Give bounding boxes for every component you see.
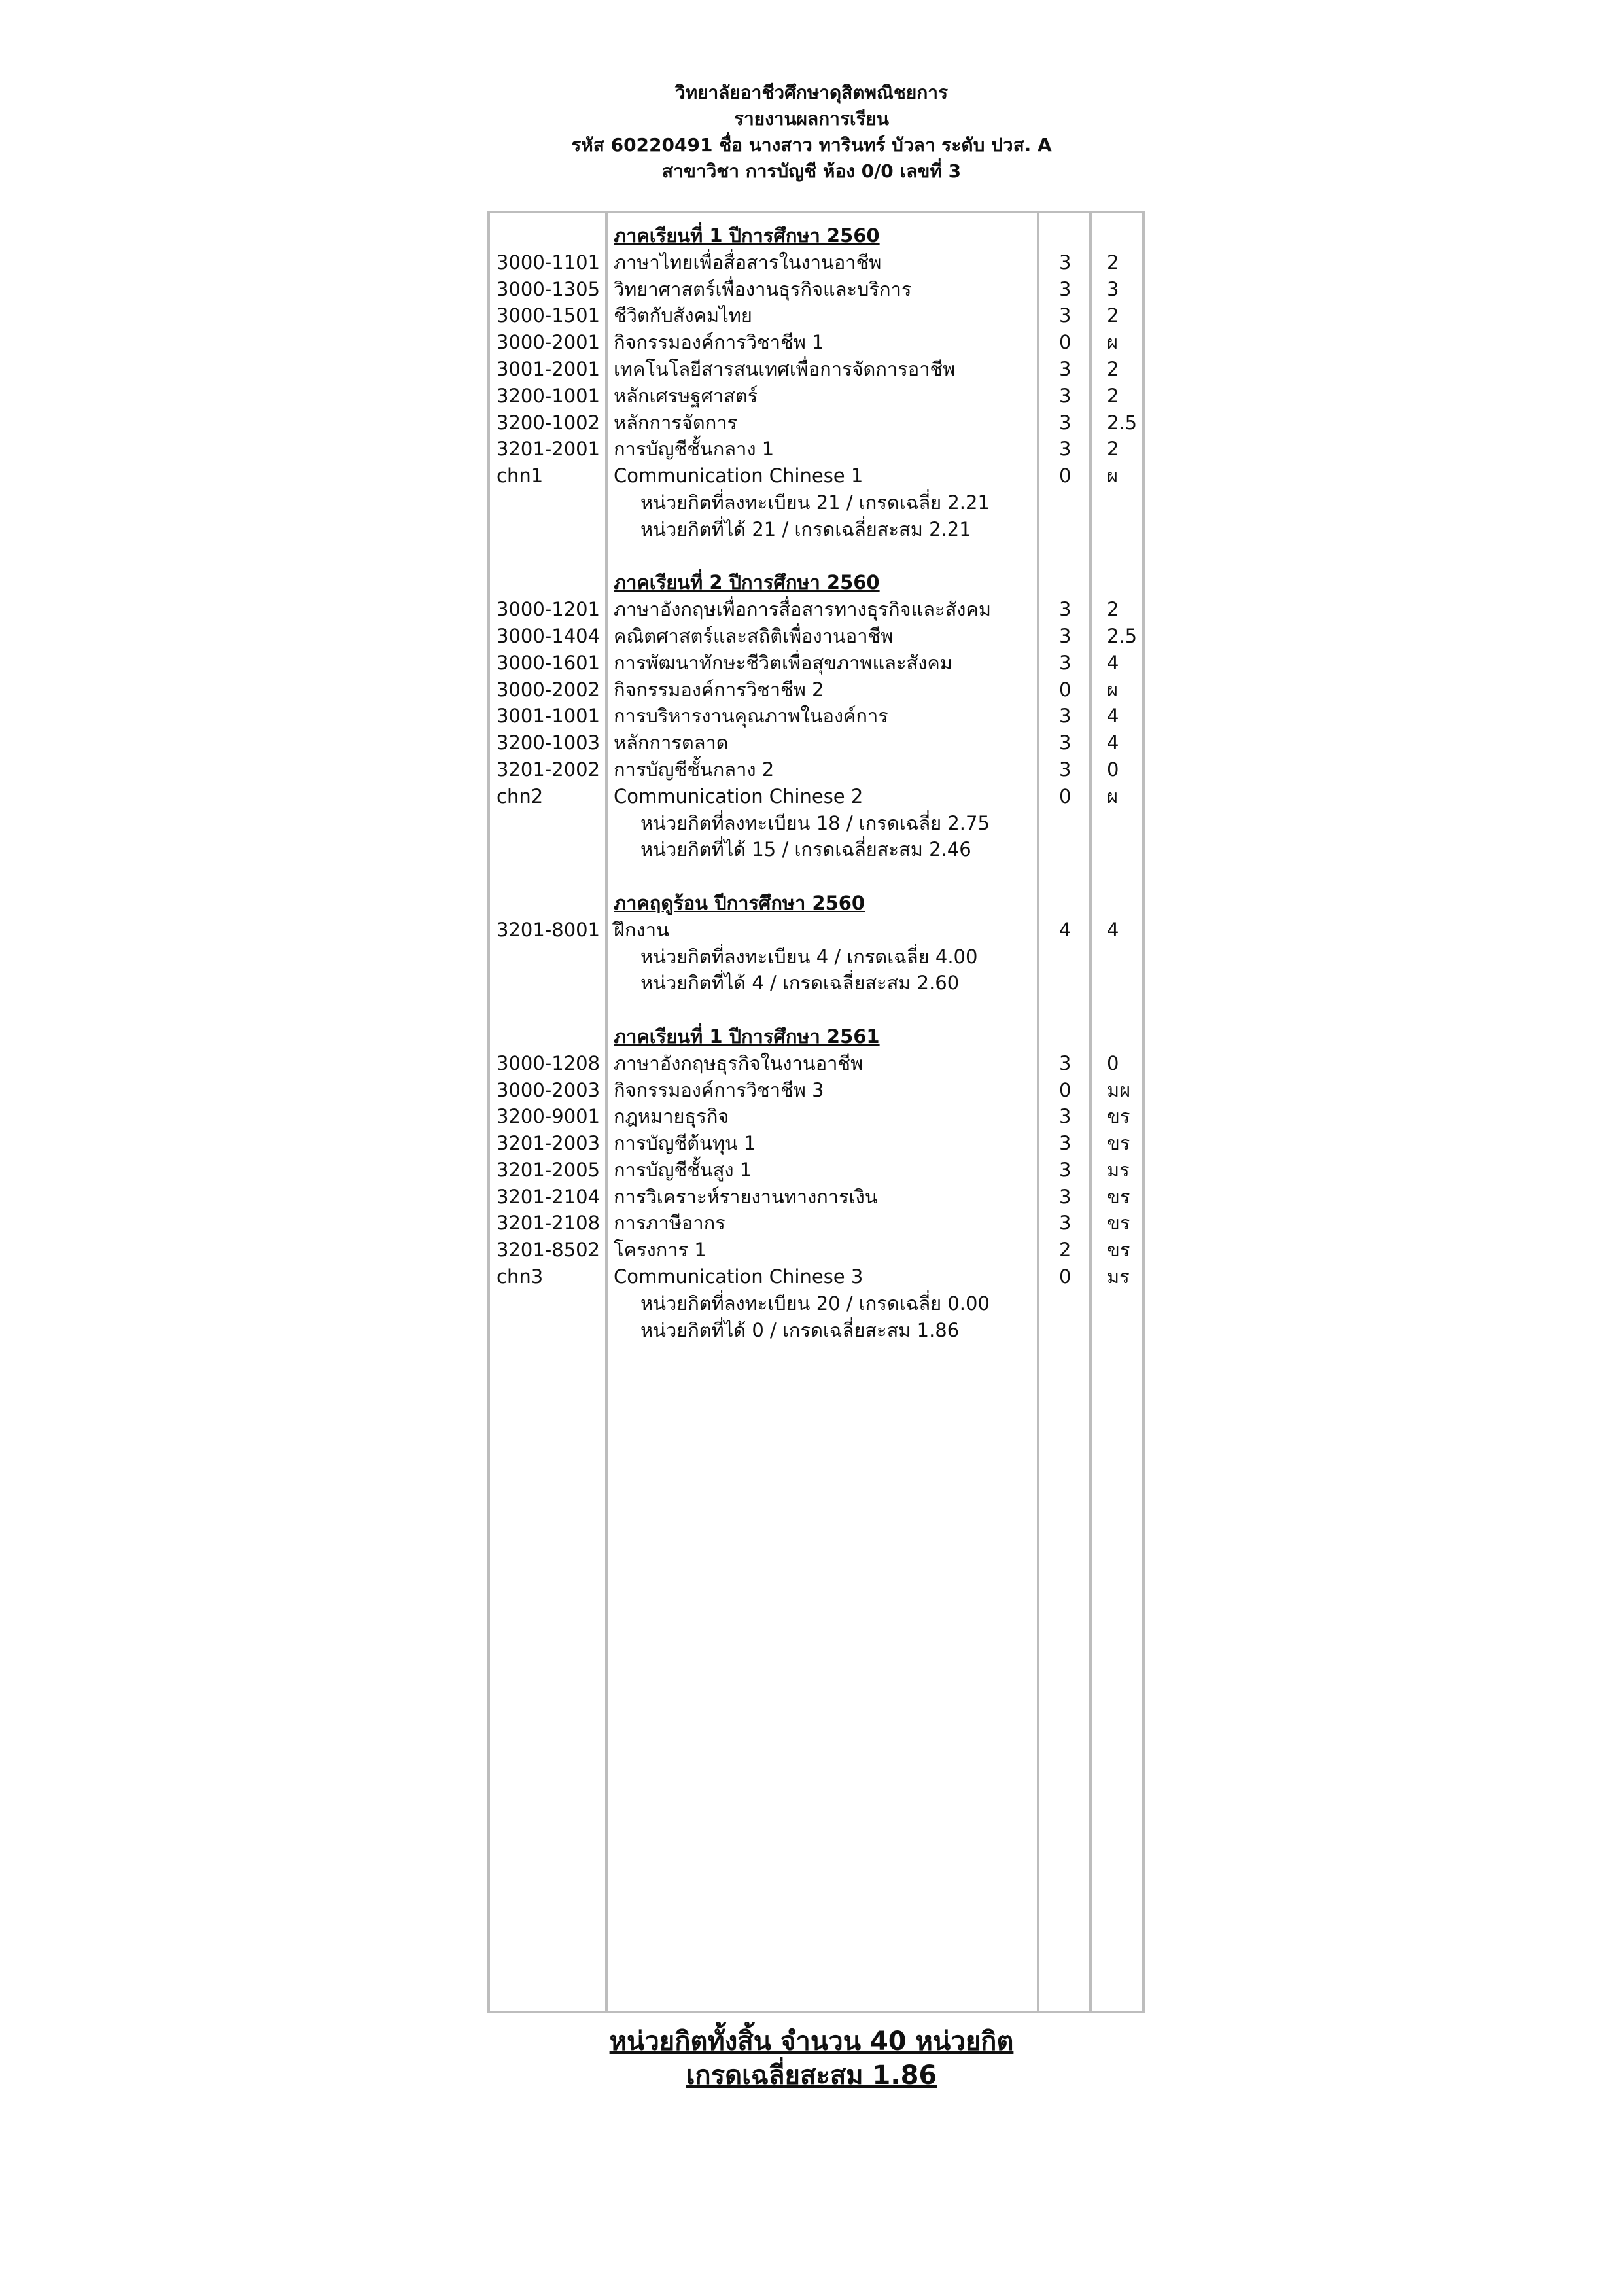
course-name: วิทยาศาสตร์เพื่องานธุรกิจและบริการ: [614, 277, 912, 300]
course-grade: ผ: [1107, 678, 1118, 701]
course-name: โครงการ 1: [614, 1239, 707, 1262]
spacer-row: [490, 997, 1147, 1023]
course-credit: 3: [1059, 1212, 1072, 1235]
course-credit: 3: [1059, 1051, 1072, 1074]
course-name: หลักการตลาด: [614, 732, 729, 754]
course-name: การภาษีอากร: [614, 1212, 725, 1235]
course-code: 3201-2005: [497, 1158, 601, 1181]
term-summary-earned: หน่วยกิตที่ได้ 15 / เกรดเฉลี่ยสะสม 2.46: [640, 838, 971, 861]
course-row: [490, 1077, 1147, 1104]
term-summary-row: [490, 944, 1147, 970]
term-title-row: [490, 890, 1147, 917]
course-row: [490, 410, 1147, 436]
term-title: ภาคเรียนที่ 1 ปีการศึกษา 2560: [614, 224, 880, 247]
course-code: 3201-2001: [497, 438, 601, 461]
course-credit: 3: [1059, 651, 1072, 674]
term-title: ภาคฤดูร้อน ปีการศึกษา 2560: [614, 891, 865, 914]
course-row: [490, 1210, 1147, 1237]
course-name: เทคโนโลยีสารสนเทศเพื่อการจัดการอาชีพ: [614, 357, 956, 380]
course-credit: 3: [1059, 598, 1072, 621]
course-code: 3200-9001: [497, 1105, 601, 1128]
course-credit: 3: [1059, 732, 1072, 754]
course-grade: 2: [1107, 384, 1119, 407]
term-title-row: [490, 1023, 1147, 1050]
course-credit: 2: [1059, 1239, 1072, 1262]
course-name: ชีวิตกับสังคมไทย: [614, 304, 752, 327]
course-code: 3201-2002: [497, 758, 601, 781]
course-code: 3001-2001: [497, 357, 601, 380]
term-title-row: [490, 222, 1147, 249]
term-summary-row: [490, 489, 1147, 516]
course-grade: 4: [1107, 705, 1119, 728]
course-code: chn3: [497, 1265, 544, 1288]
course-code: chn2: [497, 785, 544, 807]
course-credit: 3: [1059, 384, 1072, 407]
course-row: [490, 1103, 1147, 1130]
course-grade: 2: [1107, 598, 1119, 621]
spacer-row: [490, 863, 1147, 890]
course-name: ฝึกงาน: [614, 918, 669, 941]
course-grade: 2.5: [1107, 411, 1138, 434]
course-row: [490, 1050, 1147, 1077]
term-summary-earned: หน่วยกิตที่ได้ 4 / เกรดเฉลี่ยสะสม 2.60: [640, 972, 960, 995]
course-credit: 0: [1059, 331, 1072, 354]
course-row: [490, 730, 1147, 756]
grades-table: [487, 211, 1145, 2013]
course-grade: มผ: [1107, 1078, 1131, 1101]
course-credit: 0: [1059, 465, 1072, 487]
course-name: Communication Chinese 1: [614, 465, 864, 487]
course-credit: 3: [1059, 357, 1072, 380]
course-credit: 4: [1059, 918, 1072, 941]
course-row: [490, 1157, 1147, 1184]
course-code: 3000-1305: [497, 277, 601, 300]
course-name: การบริหารงานคุณภาพในองค์การ: [614, 705, 888, 728]
course-grade: ผ: [1107, 331, 1118, 354]
course-row: [490, 756, 1147, 783]
course-name: หลักการจัดการ: [614, 411, 738, 434]
course-name: การวิเคราะห์รายงานทางการเงิน: [614, 1185, 878, 1208]
grades-rows: [490, 222, 1147, 1343]
term-summary-row: [490, 1290, 1147, 1317]
course-name: หลักเศรษฐศาสตร์: [614, 384, 758, 407]
course-code: 3200-1003: [497, 732, 601, 754]
totals-footer: [0, 2024, 1623, 2093]
course-grade: 4: [1107, 651, 1119, 674]
course-grade: 2: [1107, 304, 1119, 327]
course-code: 3000-2001: [497, 331, 601, 354]
course-name: ภาษาไทยเพื่อสื่อสารในงานอาชีพ: [614, 251, 882, 274]
course-credit: 3: [1059, 304, 1072, 327]
report-title: รายงานผลการเรียน: [733, 108, 890, 130]
course-credit: 0: [1059, 1265, 1072, 1288]
course-name: การบัญชีชั้นกลาง 1: [614, 438, 775, 461]
course-code: 3000-2002: [497, 678, 601, 701]
course-code: 3000-1101: [497, 251, 601, 274]
course-name: Communication Chinese 2: [614, 785, 864, 807]
course-grade: มร: [1107, 1265, 1130, 1288]
course-grade: ผ: [1107, 785, 1118, 807]
course-name: การบัญชีชั้นกลาง 2: [614, 758, 775, 781]
course-code: 3200-1001: [497, 384, 601, 407]
course-grade: ขร: [1107, 1239, 1130, 1262]
total-credits: หน่วยกิตทั้งสิ้น จำนวน 40 หน่วยกิต: [609, 2026, 1014, 2057]
course-code: 3201-8001: [497, 918, 601, 941]
course-credit: 3: [1059, 1185, 1072, 1208]
term-summary-row: [490, 1317, 1147, 1344]
course-row: [490, 276, 1147, 303]
course-grade: มร: [1107, 1158, 1130, 1181]
term-title-row: [490, 569, 1147, 596]
course-row: [490, 677, 1147, 703]
course-name: ภาษาอังกฤษธุรกิจในงานอาชีพ: [614, 1051, 864, 1074]
term-summary-registered: หน่วยกิตที่ลงทะเบียน 4 / เกรดเฉลี่ย 4.00: [640, 945, 978, 968]
term-title: ภาคเรียนที่ 2 ปีการศึกษา 2560: [614, 571, 880, 594]
course-name: กิจกรรมองค์การวิชาชีพ 3: [614, 1078, 824, 1101]
course-row: [490, 1130, 1147, 1157]
course-credit: 3: [1059, 705, 1072, 728]
course-credit: 3: [1059, 251, 1072, 274]
course-grade: 2: [1107, 251, 1119, 274]
course-code: 3000-1208: [497, 1051, 601, 1074]
course-grade: 2: [1107, 357, 1119, 380]
course-code: 3000-1501: [497, 304, 601, 327]
course-grade: ผ: [1107, 465, 1118, 487]
course-row: [490, 623, 1147, 650]
course-row: [490, 329, 1147, 356]
term-summary-row: [490, 516, 1147, 543]
report-header: [0, 80, 1623, 185]
course-row: [490, 650, 1147, 677]
term-summary-registered: หน่วยกิตที่ลงทะเบียน 20 / เกรดเฉลี่ย 0.00: [640, 1292, 990, 1315]
course-grade: ขร: [1107, 1105, 1130, 1128]
course-row: [490, 249, 1147, 276]
course-name: กิจกรรมองค์การวิชาชีพ 2: [614, 678, 824, 701]
term-summary-row: [490, 810, 1147, 837]
course-grade: 4: [1107, 918, 1119, 941]
course-row: [490, 436, 1147, 463]
cumulative-gpa: เกรดเฉลี่ยสะสม 1.86: [686, 2060, 937, 2091]
course-row: [490, 917, 1147, 944]
term-summary-row: [490, 836, 1147, 863]
course-row: [490, 703, 1147, 730]
course-credit: 0: [1059, 1078, 1072, 1101]
course-code: 3200-1002: [497, 411, 601, 434]
term-summary-registered: หน่วยกิตที่ลงทะเบียน 21 / เกรดเฉลี่ย 2.21: [640, 491, 990, 514]
course-name: การบัญชีชั้นสูง 1: [614, 1158, 752, 1181]
course-name: ภาษาอังกฤษเพื่อการสื่อสารทางธุรกิจและสังคม: [614, 598, 991, 621]
college-name: วิทยาลัยอาชีวศึกษาดุสิตพณิชยการ: [674, 82, 949, 103]
course-code: 3201-2104: [497, 1185, 601, 1208]
course-row: [490, 356, 1147, 383]
course-credit: 0: [1059, 785, 1072, 807]
course-credit: 3: [1059, 411, 1072, 434]
course-name: Communication Chinese 3: [614, 1265, 864, 1288]
course-code: 3000-2003: [497, 1078, 601, 1101]
course-grade: 2.5: [1107, 624, 1138, 647]
course-row: [490, 383, 1147, 410]
course-code: chn1: [497, 465, 544, 487]
course-row: [490, 783, 1147, 810]
course-code: 3000-1201: [497, 598, 601, 621]
course-credit: 3: [1059, 277, 1072, 300]
course-grade: 3: [1107, 277, 1119, 300]
course-name: การบัญชีต้นทุน 1: [614, 1132, 756, 1155]
course-code: 3000-1601: [497, 651, 601, 674]
term-summary-earned: หน่วยกิตที่ได้ 0 / เกรดเฉลี่ยสะสม 1.86: [640, 1318, 960, 1341]
course-row: [490, 596, 1147, 623]
course-credit: 3: [1059, 1132, 1072, 1155]
course-code: 3201-2108: [497, 1212, 601, 1235]
course-name: กฎหมายธุรกิจ: [614, 1105, 729, 1128]
course-name: การพัฒนาทักษะชีวิตเพื่อสุขภาพและสังคม: [614, 651, 952, 674]
course-row: [490, 463, 1147, 489]
course-credit: 3: [1059, 1105, 1072, 1128]
term-summary-earned: หน่วยกิตที่ได้ 21 / เกรดเฉลี่ยสะสม 2.21: [640, 518, 971, 540]
course-grade: 0: [1107, 758, 1119, 781]
course-credit: 0: [1059, 678, 1072, 701]
course-row: [490, 302, 1147, 329]
course-code: 3001-1001: [497, 705, 601, 728]
course-code: 3201-8502: [497, 1239, 601, 1262]
course-code: 3000-1404: [497, 624, 601, 647]
course-code: 3201-2003: [497, 1132, 601, 1155]
student-info: รหัส 60220491 ชื่อ นางสาว ทารินทร์ บัวลา ระดับ ปวส. A: [571, 134, 1052, 156]
course-row: [490, 1237, 1147, 1263]
term-summary-registered: หน่วยกิตที่ลงทะเบียน 18 / เกรดเฉลี่ย 2.75: [640, 811, 990, 834]
course-credit: 3: [1059, 438, 1072, 461]
course-grade: 0: [1107, 1051, 1119, 1074]
course-grade: ขร: [1107, 1212, 1130, 1235]
course-name: คณิตศาสตร์และสถิติเพื่องานอาชีพ: [614, 624, 894, 647]
course-grade: 4: [1107, 732, 1119, 754]
course-grade: 2: [1107, 438, 1119, 461]
course-name: กิจกรรมองค์การวิชาชีพ 1: [614, 331, 824, 354]
course-grade: ขร: [1107, 1185, 1130, 1208]
course-credit: 3: [1059, 624, 1072, 647]
course-credit: 3: [1059, 1158, 1072, 1181]
program-info: สาขาวิชา การบัญชี ห้อง 0/0 เลขที่ 3: [661, 160, 962, 182]
course-grade: ขร: [1107, 1132, 1130, 1155]
course-row: [490, 1184, 1147, 1210]
course-row: [490, 1263, 1147, 1290]
term-title: ภาคเรียนที่ 1 ปีการศึกษา 2561: [614, 1025, 880, 1048]
course-credit: 3: [1059, 758, 1072, 781]
term-summary-row: [490, 970, 1147, 997]
spacer-row: [490, 543, 1147, 570]
